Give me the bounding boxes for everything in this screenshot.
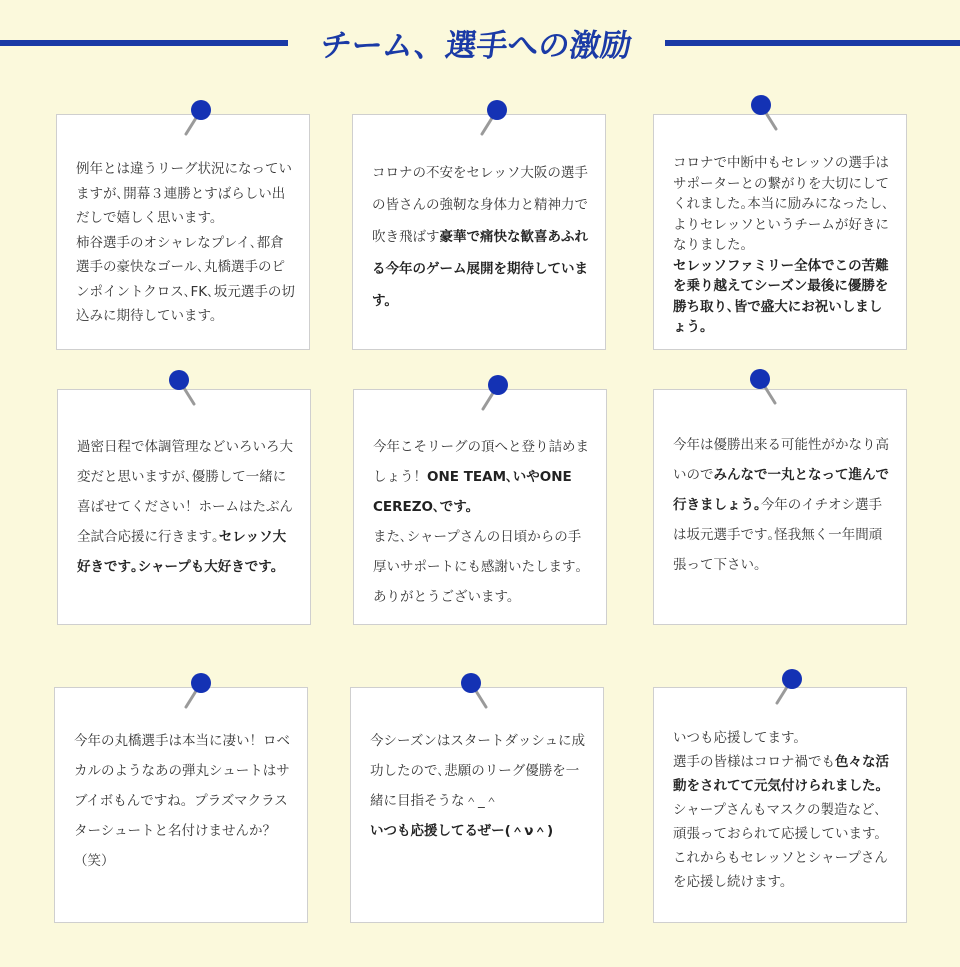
push-pin-icon	[479, 98, 511, 138]
message-text-segment: シャープさんもマスクの製造など､頑張っておられて応援しています。 これからもセレッソとシャープさんを応援し続けます。	[673, 802, 888, 890]
header-rule-right	[665, 40, 960, 46]
message-text-segment: 過密日程で体調管理などいろいろ大変だと思いますが､優勝して一緒に喜ばせてください！ホームはたぶん全試合応援に行きます｡	[77, 439, 293, 545]
message-text-emphasis: 色々な活動をされてて元気付けられました。	[673, 754, 889, 794]
message-text-segment: 今年のイチオシ選手は坂元選手です｡怪我無く一年間頑張って下さい。	[673, 497, 883, 573]
message-card	[57, 389, 311, 625]
push-pin-icon	[183, 98, 215, 138]
push-pin-icon	[480, 373, 512, 413]
message-text-segment: 例年とは違うリーグ状況になっていますが､開幕３連勝とすばらしい出だしで嬉しく思います。 柿谷選手のオシャレなプレイ､都倉選手の豪快なゴール､丸橋選手のピンポイントクロス､FK､坂元選手の切込みに期待しています。	[76, 161, 295, 324]
message-text-segment: コロナの不安をセレッソ大阪の選手の皆さんの強靭な身体力と精神力で吹き飛ばす	[372, 165, 588, 245]
message-text-segment: また､シャープさんの日頃からの手厚いサポートにも感謝いたします｡ありがとうございます。	[373, 529, 583, 605]
push-pin-icon	[457, 671, 489, 711]
message-card	[352, 114, 606, 350]
push-pin-icon	[747, 93, 779, 133]
message-text-emphasis: いつも応援してるぜー(＾ν＾)	[370, 823, 554, 839]
message-card	[653, 687, 907, 923]
message-text-segment: 今年の丸橋選手は本当に凄い！ロベカルのようなあの弾丸シュートはサブイボもんですね。プラズマクラスターシュートと名付けませんか？（笑）	[74, 733, 290, 869]
push-pin-icon	[774, 667, 806, 707]
message-text-emphasis: セレッソファミリー全体でこの苦難を乗り越えてシーズン最後に優勝を勝ち取り､皆で盛大にお祝いしましょう。	[673, 257, 889, 335]
header-rule-left	[0, 40, 288, 46]
message-text	[370, 726, 589, 846]
push-pin-icon	[165, 368, 197, 408]
message-text-emphasis: セレッソ大好きです｡シャープも大好きです。	[77, 529, 287, 575]
message-card	[56, 114, 310, 350]
message-text-segment: 今年は優勝出来る可能性がかなり高いので	[673, 437, 889, 483]
message-text-segment: コロナで中断中もセレッソの選手はサポーターとの繋がりを大切にしてくれました｡本当に励みになったし､よりセレッソというチームが好きになりました｡	[673, 155, 889, 253]
message-text	[77, 432, 296, 582]
message-card	[350, 687, 604, 923]
page-title: チーム、選手への激励	[318, 28, 635, 64]
message-text-emphasis: 豪華で痛快な歓喜あふれる今年のゲーム展開を期待しています。	[372, 229, 588, 309]
message-text	[673, 726, 892, 894]
message-text-emphasis: みんなで一丸となって進んで行きましょう｡	[673, 467, 889, 513]
section-header	[0, 18, 960, 68]
message-card	[653, 389, 907, 625]
message-card	[54, 687, 308, 923]
message-card	[653, 114, 907, 350]
message-text	[673, 153, 892, 338]
message-card	[353, 389, 607, 625]
message-text	[373, 432, 592, 612]
message-text	[673, 430, 892, 580]
message-text-segment: 今シーズンはスタートダッシュに成功したので､悲願のリーグ優勝を一緒に目指そうな＾_＾	[370, 733, 586, 809]
message-text-segment: いつも応援してます。 選手の皆様はコロナ禍でも	[673, 730, 835, 770]
message-text	[74, 726, 293, 876]
push-pin-icon	[183, 671, 215, 711]
message-text-segment: 今年こそリーグの頂へと登り詰めましょう！	[373, 439, 589, 485]
push-pin-icon	[746, 367, 778, 407]
message-text	[76, 157, 295, 329]
message-text	[372, 157, 591, 317]
message-text-emphasis: ONE TEAM､いやONE CEREZO､です。	[373, 469, 572, 515]
